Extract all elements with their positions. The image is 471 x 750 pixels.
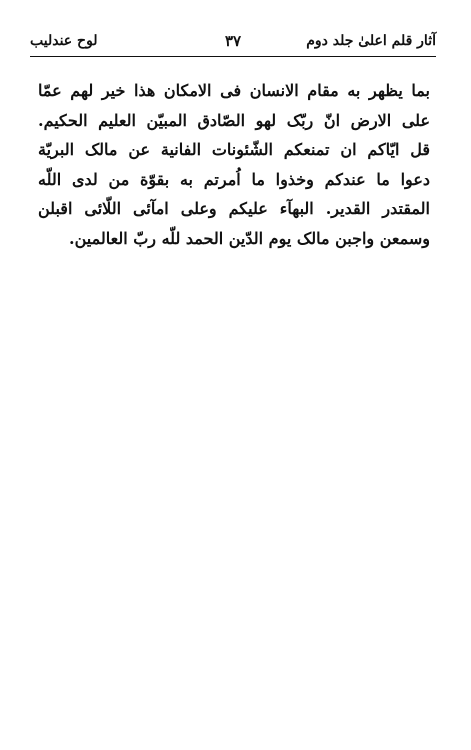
text-line: وسمعن واجبن مالک يوم الدّين الحمد للّه ربّ العالمين. — [69, 228, 430, 248]
book-title: آثار قلم اعلیٰ جلد دوم — [306, 33, 436, 49]
body-text — [38, 76, 430, 253]
page-header — [30, 28, 436, 56]
text-line: قل ايّاکم ان تمنعکم الشّئونات الفانية عن مالک البريّة — [38, 140, 430, 159]
text-line: دعوا ما عندکم وخذوا ما اُمرتم به بقوّة من لدی اللّه — [38, 169, 430, 189]
text-line: بما يظهر به مقام الانسان فی الامكان هذا خير لهم عمّا — [38, 81, 430, 100]
text-line: علی الارض انّ ربّک لهو الصّادق المبيّن العليم الحکيم. — [38, 110, 430, 130]
page-number: ۳۷ — [224, 32, 242, 50]
header-divider — [30, 56, 436, 57]
text-line: المقتدر القدير. البهآء عليکم وعلی امآئی اللّائی اقبلن — [38, 199, 430, 218]
tablet-name: لوح عندلیب — [30, 33, 98, 49]
